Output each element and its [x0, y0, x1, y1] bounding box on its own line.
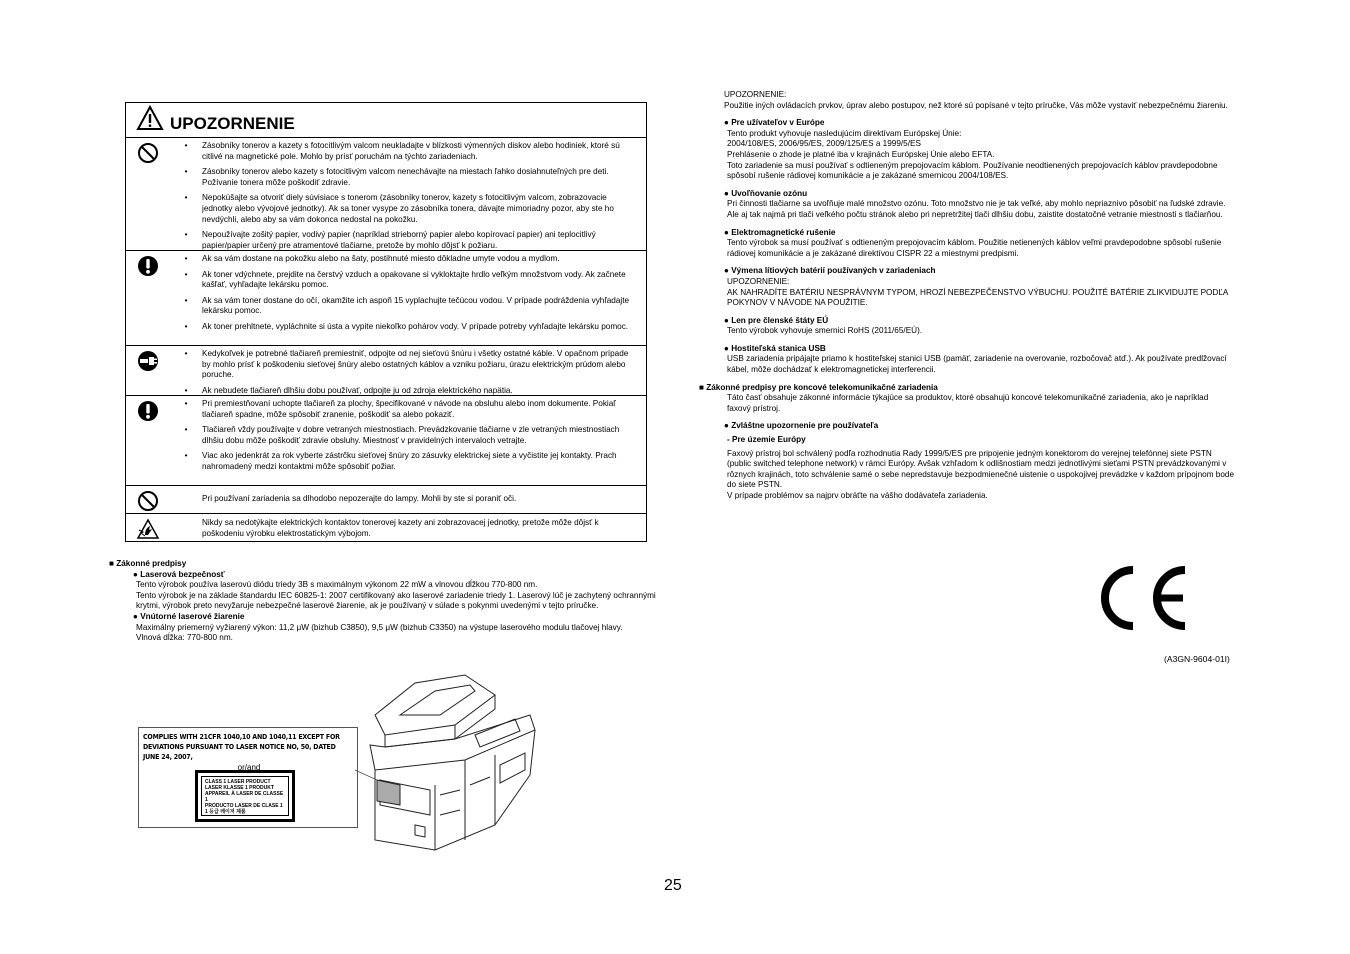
warning-row [126, 138, 646, 251]
bullet: • [184, 451, 188, 461]
warning-triangle-icon [136, 105, 164, 136]
laser-safety-heading: ● Laserová bezpečnosť [133, 569, 225, 579]
warning-row [126, 486, 646, 514]
laser-text-2: Tento výrobok je na základe štandardu IEC 60825-1: 2007 certifikovaný ako laserové zariadenie triedy 1. Laserový lúč je zachytený ochrannými krytmi, výrobok preto nevyžaruje nebezpečné laserové žiarenie, ak je používaný v súlade s pokynmi uvedenými v tejto príručke. [136, 590, 656, 611]
class-line: 1 등급 레이저 제품 [205, 809, 246, 815]
europe-text: Toto zariadenie sa musí používať s odtieneným prepojovacím káblom. Používanie neodtienených prepojovacích káblov pravdepodobne spôsobí rušenie rádiovej komunikácie a je zakázané smernicou 2004/108/ES. [727, 160, 1218, 181]
warning-table [125, 102, 647, 542]
warning-item [170, 167, 638, 188]
prohibition-icon [126, 486, 170, 513]
warning-item-text: Nikdy sa nedotýkajte elektrických kontaktov tonerovej kazety ani zobrazovacej jednotky, pretože môže dôjsť k poškodeniu výrobku elektrostatickým výbojom. [202, 518, 599, 538]
special-text: V prípade problémov sa najprv obráťte na vášho dodávateľa zariadenia. [727, 491, 988, 500]
emc-text: Tento výrobok sa musí používať s odtieneným prepojovacím káblom. Použitie netienených káblov veľmi pravdepodobne spôsobí rušenie rádiovej komunikácie a je zakázané direktívou CISPR 22 a miestnymi predpismi. [727, 238, 1222, 258]
warning-item-text: Nepoužívajte zošitý papier, vodivý papier (napríklad strieborný papier alebo kopírovací papier) ani teplocitlivý papier/papier určený pre atramentové tlačiarne, pretože by mohlo dôjsť k požiaru. [202, 230, 596, 250]
right-warn-text: Použitie iných ovládacích prvkov, úprav alebo postupov, než ktoré sú popísané v tejto príručke, Vás môže vystaviť nebezpečnému žiareniu. [724, 100, 1228, 110]
warning-item [170, 254, 638, 265]
special-text: Faxový prístroj bol schválený podľa rozhodnutia Rady 1999/5/ES pre pripojenie jedným konektorom do verejnej telefónnej siete PSTN (public switched telephone network) v rámci Európy. Avšak vzhľadom k odlišnostiam medzi jednotlivými sieťami PSTN prevádzkovanými v rôznych krajinách, toto schválenie samé o sebe nepredstavuje bezpodmienečné uistenie o uspokojivej prevádzke v každom prípojnom bode do siete PSTN. [727, 448, 1235, 490]
eu-text: Tento výrobok vyhovuje smernici RoHS (2011/65/EÚ). [727, 326, 923, 336]
bullet: • [184, 230, 188, 240]
label-line-1: COMPLIES WITH 21CFR 1040,10 AND 1040,11 EXCEPT FOR [143, 733, 340, 741]
right-column [699, 90, 1235, 502]
bullet: • [184, 193, 188, 203]
bullet: • [184, 385, 188, 395]
emc-heading: ● Elektromagnetické rušenie [724, 227, 836, 237]
battery-text: AK NAHRADÍTE BATÉRIU NESPRÁVNYM TYPOM, HROZÍ NEBEZPEČENSTVO VÝBUCHU. POUŽITÉ BATÉRIE ZLIKVIDUJTE PODĽA POKYNOV V NÁVODE NA POUŽITIE. [727, 287, 1228, 308]
bullet: • [184, 141, 188, 150]
bullet: • [184, 321, 188, 331]
warning-item [170, 322, 638, 333]
bullet: • [184, 254, 188, 263]
bullet: • [184, 167, 188, 177]
warning-list [170, 251, 646, 345]
usb-heading: ● Hostiteľská stanica USB [724, 343, 826, 353]
class-line: LASER KLASSE 1 PRODUKT [205, 785, 274, 791]
eu-heading: ● Len pre členské štáty EÚ [724, 315, 829, 325]
bullet: • [184, 349, 188, 358]
warning-item [170, 230, 638, 251]
label-line-2: DEVIATIONS PURSUANT TO LASER NOTICE NO, 50, DATED JUNE 24, 2007, [143, 743, 336, 761]
warning-item-text: Zásobníky tonerov a kazety s fotocitlivým valcom neukladajte v blízkosti výmenných diskov alebo hodiniek, ktoré sú citlivé na magnetické pole. Mohlo by prísť poruchám na týchto zariadeniach. [202, 141, 620, 161]
warning-item-text: Viac ako jedenkrát za rok vyberte zástrčku sieťovej šnúry zo zásuvky elektrickej siete a vyčistite jej kontakty. Prach nahromadený medzi kontaktmi môže spôsobiť požiar. [202, 451, 617, 471]
warning-row [126, 514, 646, 544]
warning-item-text: Zásobníky tonerov alebo kazety s fotocitlivým valcom nenechávajte na miestach ľahko dosiahnuteľných pre deti. Požívanie tonera môže poškodiť zdravie. [202, 167, 609, 187]
class-line: PRODUCTO LASER DE CLASE 1 [205, 803, 283, 809]
warning-item [170, 386, 638, 397]
ce-mark-icon [1093, 562, 1193, 634]
regulations-heading: ■ Zákonné predpisy [109, 559, 187, 568]
warning-item-text: Pri premiestňovaní uchopte tlačiareň za plochy, špecifikované v návode na obsluhu alebo inom dokumente. Pokiaľ tlačiareň spadne, môže spôsobiť zranenie, poškodiť sa alebo pokaziť. [202, 399, 616, 419]
warning-item-text: Ak sa vám toner dostane do očí, okamžite ich aspoň 15 vyplachujte tečúcou vodou. V prípade podráždenia vyhľadajte lekársku pomoc. [202, 295, 630, 316]
warning-header [126, 103, 646, 138]
warning-list [170, 346, 646, 395]
bullet: • [184, 399, 188, 408]
ozone-heading: ● Uvoľňovanie ozónu [724, 188, 808, 198]
esd-warning-icon [126, 514, 170, 544]
warning-item [170, 349, 638, 381]
warning-list [170, 514, 646, 544]
warning-item-text: Ak sa vám dostane na pokožku alebo na šaty, postihnuté miesto dôkladne umyte vodou a mydlom. [202, 254, 560, 263]
warning-list [170, 138, 646, 250]
warning-item [170, 270, 638, 291]
warning-item-text: Pri používaní zariadenia sa dlhodobo nepozerajte do lampy. Mohli by ste si poraniť oči. [202, 494, 517, 503]
unplug-icon [126, 346, 170, 395]
special-sub: - Pre územie Európy [727, 435, 806, 445]
label-or-and: or/and [237, 763, 261, 772]
warning-item [170, 141, 638, 162]
prohibition-icon [126, 138, 170, 250]
europe-heading: ● Pre užívateľov v Európe [724, 118, 825, 128]
bullet: • [184, 295, 188, 305]
printer-illustration [355, 665, 545, 855]
battery-heading: ● Výmena lítiových batérií používaných v zariadeniach [724, 266, 936, 276]
internal-text-2: Vlnová dĺžka: 770-800 nm. [136, 633, 233, 643]
warning-item [170, 494, 638, 505]
exclamation-icon [126, 251, 170, 345]
warning-item [170, 451, 638, 472]
warning-item [170, 399, 638, 420]
warning-item-text: Kedykoľvek je potrebné tlačiareň premiestniť, odpojte od nej sieťovú šnúru i všetky ostatné káble. V opačnom prípade by mohlo prísť k poškodeniu sieťovej šnúry alebo ostatných káblov a vzniku požiaru, úrazu elektrickým prúdom alebo poruche. [202, 349, 629, 380]
page-number: 25 [664, 877, 682, 894]
warning-row [126, 251, 646, 346]
class-1-laser-label [195, 770, 295, 822]
europe-text: Tento produkt vyhovuje nasledujúcim direktívam Európskej Únie: [727, 128, 962, 138]
exclamation-icon [126, 396, 170, 485]
warning-item-text: Nepokúšajte sa otvoriť diely súvisiace s tonerom (zásobníky tonerov, kazety s fotocitlivým valcom, zobrazovacie jednotky alebo vývojové jednotky). Ak sa toner vysype zo zásobníka tonera, dávajte mimoriadny pozor, aby ste ho nevdýchli, alebo aby sa vám dokonca nedostal na pokožku. [202, 193, 614, 224]
warning-item-text: Tlačiareň vždy používajte v dobre vetraných miestnostiach. Prevádzkovanie tlačiarne v zle vetraných miestnostiach dlhšiu dobu môže poškodiť zdravie obsluhy. Miestnosť v pravidelných intervaloch vetrajte. [202, 425, 620, 445]
europe-text: Prehlásenie o zhode je platné iba v krajinách Európskej Únie alebo EFTA. [727, 149, 995, 159]
internal-text-1: Maximálny priemerný vyžiarený výkon: 11,2 μW (bizhub C3850), 9,5 μW (bizhub C3350) na výstupe laserového modulu tlačovej hlavy. [136, 622, 623, 632]
usb-text: USB zariadenia pripájajte priamo k hostiteľskej stanici USB (pamäť, zariadenie na overovanie, rozbočovač atď.). Ak používate predlžovací kábel, môže dochádzať k elektromagnetickej interferencii. [727, 354, 1227, 375]
laser-text-1: Tento výrobok používa laserovú diódu triedy 3B s maximálnym výkonom 22 mW a vlnovou dĺžkou 770-800 nm. [136, 580, 538, 590]
internal-laser-heading: ● Vnútorné laserové žiarenie [133, 611, 245, 621]
warning-list [170, 486, 646, 513]
warning-item [170, 296, 638, 317]
telecom-text: Táto časť obsahuje zákonné informácie týkajúce sa produktov, ktoré obsahujú koncové telekomunikačné zariadenia, ako je napríklad faxový prístroj. [727, 393, 1209, 413]
warning-item [170, 518, 638, 539]
warning-item-text: Ak toner prehltnete, vypláchnite si ústa a vypite niekoľko pohárov vody. V prípade potreby vyhľadajte lekársku pomoc. [202, 321, 629, 331]
bullet: • [184, 425, 188, 435]
class-line: APPAREIL À LASER DE CLASSE 1 [205, 791, 284, 803]
special-heading: ● Zvláštne upozornenie pre používateľa [724, 421, 879, 431]
telecom-heading: ■ Zákonné predpisy pre koncové telekomunikačné zariadenia [699, 382, 938, 392]
warning-title: UPOZORNENIE [170, 114, 295, 133]
ozone-text: Pri činnosti tlačiarne sa uvoľňuje malé množstvo ozónu. Toto množstvo nie je tak veľké, aby mohlo nepriaznivo pôsobiť na ľudské zdravie. Ale aj tak najmä pri tlači veľkého počtu stránok alebo pri nepretržitej tlači dlhšiu dobu, zaistite dostatočné vetranie miestnosti s tlačiarňou. [727, 199, 1226, 219]
bullet: • [184, 269, 188, 279]
europe-text: 2004/108/ES, 2006/95/ES, 2009/125/ES a 1999/5/ES [727, 139, 921, 149]
warning-item-text: Ak toner vdýchnete, prejdite na čerstvý vzduch a opakovane si vykloktajte hrdlo veľkým množstvom vody. Ak začnete kašľať, vyhľadajte lekársku pomoc. [202, 269, 626, 290]
warning-item [170, 193, 638, 225]
warning-list [170, 396, 646, 485]
warning-row [126, 396, 646, 486]
left-regulations [109, 559, 669, 644]
warning-item [170, 425, 638, 446]
right-warn-title: UPOZORNENIE: [724, 90, 787, 99]
class-line: CLASS 1 LASER PRODUCT [205, 779, 271, 785]
battery-text: UPOZORNENIE: [727, 276, 790, 286]
warning-row [126, 346, 646, 396]
warning-item-text: Ak nebudete tlačiareň dlhšiu dobu používať, odpojte ju od zdroja elektrického napätia. [202, 385, 513, 395]
document-code: (A3GN-9604-01I) [1164, 654, 1230, 664]
